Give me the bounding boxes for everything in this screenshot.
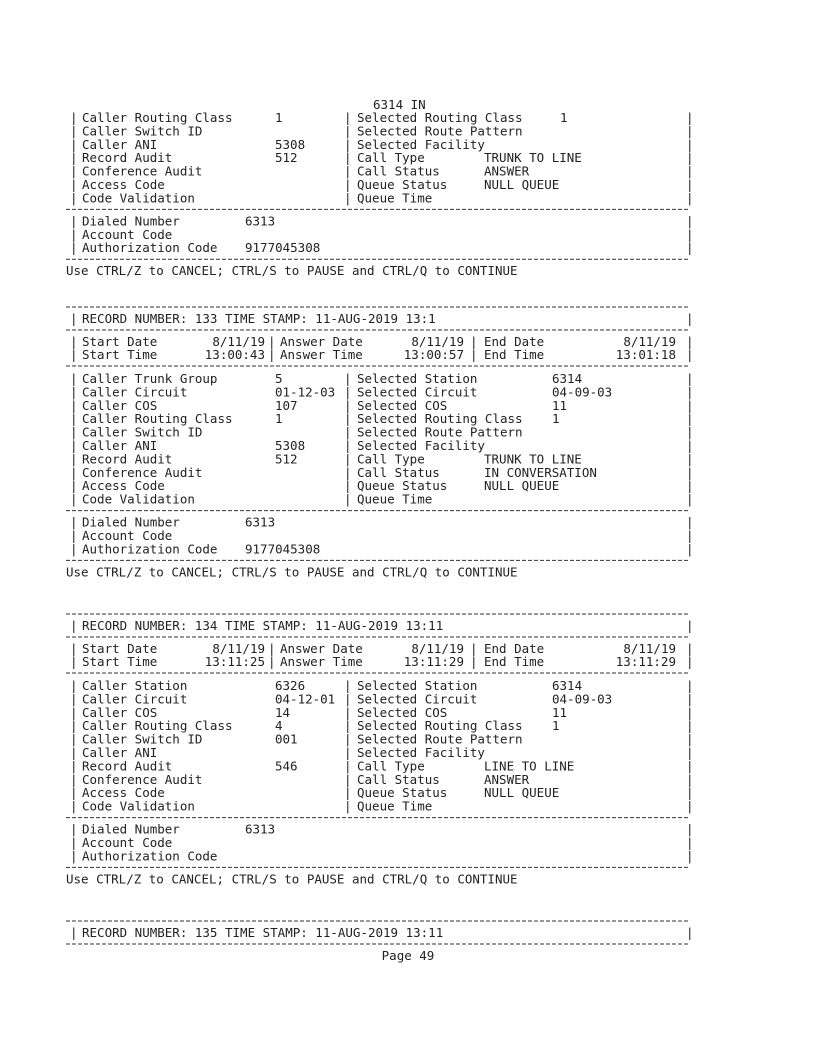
column-separator: | [70, 798, 78, 814]
time-value: 8/11/19 [623, 641, 676, 656]
selected-field-value: ANSWER [484, 771, 530, 787]
selected-field-label: Selected Station [357, 371, 478, 386]
column-separator: | [686, 848, 694, 864]
column-separator: | [344, 731, 352, 747]
column-separator: | [70, 691, 78, 707]
column-separator: | [70, 718, 78, 734]
selected-field-label: Call Status [357, 163, 440, 179]
column-separator: | [70, 478, 78, 494]
column-separator: | [70, 745, 78, 760]
column-separator: | [70, 731, 78, 747]
page-number: Page 49 [381, 948, 435, 963]
column-separator: | [344, 424, 352, 440]
column-separator: | [686, 758, 694, 774]
column-separator: | [344, 491, 352, 507]
column-separator: | [344, 371, 352, 386]
column-separator: | [686, 311, 694, 326]
column-separator: | [70, 514, 78, 530]
column-separator: | [344, 384, 352, 400]
caller-field-value: 5 [275, 371, 283, 386]
column-separator: | [686, 397, 694, 413]
column-separator: | [344, 397, 352, 413]
selected-field-label: Call Type [357, 758, 425, 774]
column-separator: | [686, 150, 694, 166]
column-separator: | [686, 424, 694, 440]
column-separator: | [686, 334, 694, 349]
time-value: 13:01:18 [615, 347, 676, 362]
selected-field-value: NULL QUEUE [484, 478, 560, 494]
column-separator: | [70, 785, 78, 801]
caller-field-value: 1 [275, 110, 283, 125]
column-separator: | [686, 771, 694, 787]
column-separator: | [268, 641, 276, 656]
column-separator: | [686, 528, 694, 543]
caller-field-label: Record Audit [82, 451, 173, 467]
column-separator: | [70, 110, 78, 125]
dial-field-label: Authorization Code [82, 240, 218, 256]
column-separator: | [70, 464, 78, 480]
caller-field-label: Access Code [82, 177, 165, 192]
column-separator: | [344, 785, 352, 801]
selected-field-value: 1 [552, 718, 560, 734]
column-separator: | [344, 123, 352, 139]
column-separator: | [344, 758, 352, 774]
column-separator: | [686, 514, 694, 530]
column-separator: | [344, 177, 352, 192]
column-separator: | [70, 618, 78, 633]
caller-field-value: 6326 [275, 678, 306, 693]
continue-prompt: Use CTRL/Z to CANCEL; CTRL/S to PAUSE and CTRL/Q to CONTINUE [66, 871, 518, 887]
column-separator: | [70, 334, 78, 349]
dial-field-value: 9177045308 [245, 541, 321, 557]
selected-field-label: Selected Routing Class [357, 411, 523, 427]
time-value: 8/11/19 [623, 334, 676, 349]
column-separator: | [344, 190, 352, 206]
column-separator: | [70, 821, 78, 837]
column-separator: | [686, 745, 694, 760]
caller-field-value: 4 [275, 718, 283, 734]
continue-prompt: Use CTRL/Z to CANCEL; CTRL/S to PAUSE and CTRL/Q to CONTINUE [66, 263, 518, 279]
column-separator: | [344, 110, 352, 125]
caller-field-label: Caller Circuit [82, 384, 188, 400]
selected-field-value: NULL QUEUE [484, 785, 560, 801]
column-separator: | [344, 136, 352, 152]
caller-field-label: Caller ANI [82, 745, 158, 760]
selected-field-label: Call Status [357, 464, 440, 480]
column-separator: | [70, 226, 78, 242]
selected-field-label: Selected COS [357, 704, 448, 720]
time-value: 13:00:57 [403, 347, 464, 362]
column-separator: | [70, 848, 78, 864]
selected-field-value: 11 [552, 704, 568, 720]
column-separator: | [70, 641, 78, 656]
record-header: RECORD NUMBER: 133 TIME STAMP: 11-AUG-2019 13:1 [82, 311, 436, 326]
column-separator: | [344, 150, 352, 166]
caller-field-label: Caller Routing Class [82, 411, 233, 427]
column-separator: | [686, 704, 694, 720]
selected-field-label: Selected Route Pattern [357, 123, 523, 139]
time-value: 8/11/19 [411, 334, 464, 349]
selected-field-label: Call Type [357, 150, 425, 166]
column-separator: | [344, 451, 352, 467]
record-header: RECORD NUMBER: 135 TIME STAMP: 11-AUG-2019 13:11 [82, 925, 444, 940]
time-value: 13:11:29 [615, 654, 676, 669]
time-label: End Date [484, 641, 545, 656]
caller-field-value: 546 [275, 758, 298, 774]
column-separator: | [344, 411, 352, 427]
column-separator: | [344, 678, 352, 693]
column-separator: | [70, 451, 78, 467]
dial-field-value: 9177045308 [245, 240, 321, 256]
column-separator: | [70, 541, 78, 557]
selected-field-label: Queue Time [357, 798, 433, 814]
caller-field-value: 5308 [275, 136, 306, 152]
column-separator: | [686, 925, 694, 940]
column-separator: | [686, 136, 694, 152]
time-value: 13:00:43 [204, 347, 265, 362]
column-separator: | [70, 150, 78, 166]
caller-field-label: Caller ANI [82, 136, 158, 152]
column-separator: | [686, 177, 694, 192]
selected-field-label: Selected Routing Class [357, 718, 523, 734]
column-separator: | [344, 163, 352, 179]
column-separator: | [70, 411, 78, 427]
selected-field-label: Selected Route Pattern [357, 731, 523, 747]
column-separator: | [686, 384, 694, 400]
column-separator: | [686, 691, 694, 707]
selected-field-value: TRUNK TO LINE [484, 451, 582, 467]
dial-field-label: Authorization Code [82, 541, 218, 557]
column-separator: | [70, 177, 78, 192]
caller-field-label: Caller Switch ID [82, 731, 203, 747]
selected-field-label: Selected Facility [357, 136, 485, 152]
time-label: End Time [484, 654, 545, 669]
column-separator: | [686, 110, 694, 125]
time-value: 13:11:29 [403, 654, 464, 669]
continued-value: 6314 IN [373, 97, 426, 112]
column-separator: | [470, 334, 478, 349]
selected-field-label: Queue Time [357, 491, 433, 507]
column-separator: | [344, 718, 352, 734]
selected-field-label: Call Status [357, 771, 440, 787]
caller-field-value: 001 [275, 731, 298, 747]
time-label: Answer Date [280, 641, 363, 656]
time-value: 13:11:25 [204, 654, 265, 669]
column-separator: | [686, 411, 694, 427]
column-separator: | [686, 618, 694, 633]
selected-field-label: Selected Circuit [357, 384, 478, 400]
dial-field-label: Account Code [82, 226, 173, 242]
column-separator: | [344, 745, 352, 760]
caller-field-value: 14 [275, 704, 291, 720]
column-separator: | [686, 491, 694, 507]
selected-field-value: 6314 [552, 678, 583, 693]
caller-field-value: 04-12-01 [275, 691, 336, 707]
column-separator: | [686, 240, 694, 256]
time-label: End Time [484, 347, 545, 362]
caller-field-label: Caller COS [82, 704, 158, 720]
column-separator: | [686, 641, 694, 656]
column-separator: | [70, 491, 78, 507]
column-separator: | [70, 704, 78, 720]
column-separator: | [70, 213, 78, 229]
caller-field-label: Caller Switch ID [82, 424, 203, 440]
caller-field-label: Record Audit [82, 150, 173, 166]
column-separator: | [70, 123, 78, 139]
column-separator: | [70, 347, 78, 362]
caller-field-label: Access Code [82, 478, 165, 494]
column-separator: | [686, 541, 694, 557]
selected-field-value: 1 [552, 411, 560, 427]
column-separator: | [686, 347, 694, 362]
column-separator: | [686, 226, 694, 242]
column-separator: | [470, 641, 478, 656]
time-label: Answer Time [280, 654, 363, 669]
caller-field-label: Conference Audit [82, 464, 203, 480]
column-separator: | [70, 654, 78, 669]
selected-field-value: 04-09-03 [552, 384, 613, 400]
column-separator: | [344, 438, 352, 453]
dial-field-label: Dialed Number [82, 514, 180, 530]
column-separator: | [686, 678, 694, 693]
time-label: End Date [484, 334, 545, 349]
caller-field-label: Code Validation [82, 798, 195, 814]
caller-field-label: Caller Station [82, 678, 188, 693]
selected-field-label: Queue Time [357, 190, 433, 206]
column-separator: | [70, 136, 78, 152]
selected-field-value: LINE TO LINE [484, 758, 575, 774]
selected-field-label: Selected COS [357, 397, 448, 413]
selected-field-value: ANSWER [484, 163, 530, 179]
column-separator: | [70, 758, 78, 774]
selected-field-value: IN CONVERSATION [484, 464, 597, 480]
selected-field-label: Selected Route Pattern [357, 424, 523, 440]
column-separator: | [70, 424, 78, 440]
selected-field-label: Selected Station [357, 678, 478, 693]
time-label: Answer Time [280, 347, 363, 362]
selected-field-value: TRUNK TO LINE [484, 150, 582, 166]
dial-field-value: 6313 [245, 514, 276, 530]
column-separator: | [344, 691, 352, 707]
column-separator: | [70, 835, 78, 850]
caller-field-label: Record Audit [82, 758, 173, 774]
dial-field-label: Dialed Number [82, 213, 180, 229]
column-separator: | [268, 334, 276, 349]
selected-field-label: Selected Facility [357, 745, 485, 760]
column-separator: | [344, 704, 352, 720]
selected-field-value: 11 [552, 397, 568, 413]
column-separator: | [344, 771, 352, 787]
column-separator: | [686, 478, 694, 494]
column-separator: | [686, 835, 694, 850]
caller-field-label: Caller ANI [82, 438, 158, 453]
caller-field-label: Conference Audit [82, 771, 203, 787]
column-separator: | [686, 654, 694, 669]
dial-field-value: 6313 [245, 821, 276, 837]
selected-field-label: Queue Status [357, 177, 448, 192]
column-separator: | [344, 464, 352, 480]
time-label: Start Date [82, 641, 158, 656]
column-separator: | [686, 123, 694, 139]
time-value: 8/11/19 [411, 641, 464, 656]
dial-field-label: Dialed Number [82, 821, 180, 837]
caller-field-value: 5308 [275, 438, 306, 453]
caller-field-value: 107 [275, 397, 298, 413]
caller-field-label: Conference Audit [82, 163, 203, 179]
caller-field-label: Caller Circuit [82, 691, 188, 707]
column-separator: | [268, 347, 276, 362]
column-separator: | [686, 438, 694, 453]
column-separator: | [70, 190, 78, 206]
caller-field-value: 512 [275, 150, 298, 166]
column-separator: | [70, 163, 78, 179]
caller-field-label: Caller Trunk Group [82, 371, 218, 386]
selected-field-label: Selected Routing Class [357, 110, 523, 125]
column-separator: | [686, 451, 694, 467]
column-separator: | [686, 190, 694, 206]
column-separator: | [470, 347, 478, 362]
column-separator: | [70, 771, 78, 787]
selected-field-label: Selected Facility [357, 438, 485, 453]
column-separator: | [686, 371, 694, 386]
dial-field-value: 6313 [245, 213, 276, 229]
caller-field-value: 01-12-03 [275, 384, 336, 400]
continue-prompt: Use CTRL/Z to CANCEL; CTRL/S to PAUSE and CTRL/Q to CONTINUE [66, 564, 518, 580]
column-separator: | [686, 163, 694, 179]
column-separator: | [686, 821, 694, 837]
column-separator: | [344, 798, 352, 814]
selected-field-label: Selected Circuit [357, 691, 478, 707]
column-separator: | [70, 528, 78, 543]
column-separator: | [344, 478, 352, 494]
column-separator: | [70, 311, 78, 326]
caller-field-label: Code Validation [82, 491, 195, 507]
time-label: Answer Date [280, 334, 363, 349]
column-separator: | [686, 464, 694, 480]
column-separator: | [70, 240, 78, 256]
caller-field-label: Caller Routing Class [82, 718, 233, 734]
caller-field-label: Access Code [82, 785, 165, 801]
time-value: 8/11/19 [212, 334, 265, 349]
column-separator: | [268, 654, 276, 669]
column-separator: | [70, 925, 78, 940]
time-value: 8/11/19 [212, 641, 265, 656]
selected-field-label: Call Type [357, 451, 425, 467]
caller-field-label: Caller Switch ID [82, 123, 203, 139]
caller-field-value: 1 [275, 411, 283, 427]
selected-field-value: 1 [560, 110, 568, 125]
selected-field-label: Queue Status [357, 478, 448, 494]
column-separator: | [686, 785, 694, 801]
dial-field-label: Authorization Code [82, 848, 218, 864]
column-separator: | [70, 678, 78, 693]
selected-field-value: 04-09-03 [552, 691, 613, 707]
column-separator: | [70, 397, 78, 413]
record-header: RECORD NUMBER: 134 TIME STAMP: 11-AUG-2019 13:11 [82, 618, 444, 633]
caller-field-value: 512 [275, 451, 298, 467]
dial-field-label: Account Code [82, 528, 173, 543]
column-separator: | [686, 213, 694, 229]
caller-field-label: Caller Routing Class [82, 110, 233, 125]
column-separator: | [70, 371, 78, 386]
column-separator: | [686, 718, 694, 734]
column-separator: | [470, 654, 478, 669]
column-separator: | [70, 384, 78, 400]
selected-field-label: Queue Status [357, 785, 448, 801]
time-label: Start Time [82, 654, 158, 669]
column-separator: | [686, 731, 694, 747]
time-label: Start Date [82, 334, 158, 349]
time-label: Start Time [82, 347, 158, 362]
selected-field-value: NULL QUEUE [484, 177, 560, 192]
column-separator: | [686, 798, 694, 814]
selected-field-value: 6314 [552, 371, 583, 386]
caller-field-label: Code Validation [82, 190, 195, 206]
column-separator: | [70, 438, 78, 453]
dial-field-label: Account Code [82, 835, 173, 850]
caller-field-label: Caller COS [82, 397, 158, 413]
